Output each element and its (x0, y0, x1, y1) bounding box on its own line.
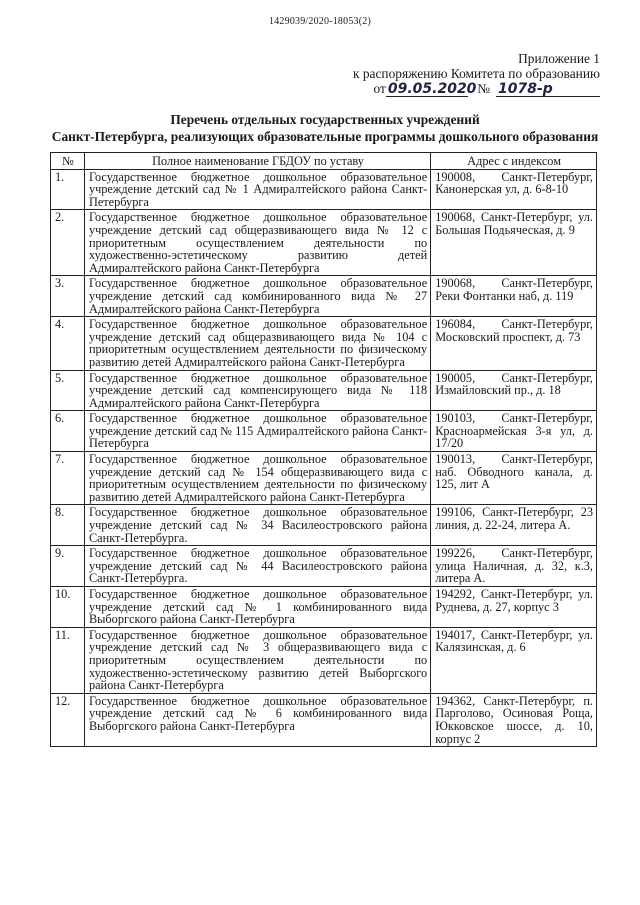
row-number: 2. (51, 210, 85, 276)
appendix-subtitle: к распоряжению Комитета по образованию (353, 66, 600, 81)
column-header-name: Полное наименование ГБДОУ по уставу (84, 153, 430, 170)
institution-name: Государственное бюджетное дошкольное образовательное учреждение детский сад комбинированного вида № 27 Адмиралтейского района Санкт-Петербурга (84, 276, 430, 317)
row-number: 5. (51, 370, 85, 411)
table-row (51, 693, 597, 746)
row-number: 3. (51, 276, 85, 317)
appendix-title: Приложение 1 (518, 51, 600, 66)
table-row (51, 587, 597, 628)
institution-address: 199226, Санкт-Петербург, улица Наличная, д. 32, к.3, литера А. (431, 546, 597, 587)
institutions-table (50, 152, 597, 747)
row-number: 6. (51, 411, 85, 452)
institution-address: 190103, Санкт-Петербург, Красноармейская 3-я ул, д. 17/20 (431, 411, 597, 452)
row-number: 7. (51, 452, 85, 505)
table-row (51, 370, 597, 411)
institution-address: 190005, Санкт-Петербург, Измайловский пр., д. 18 (431, 370, 597, 411)
table-row (51, 546, 597, 587)
row-number: 10. (51, 587, 85, 628)
table-row (51, 276, 597, 317)
institution-address: 194362, Санкт-Петербург, п. Парголово, Осиновая Роща, Юкковское шоссе, д. 10, корпус 2 (431, 693, 597, 746)
institution-address: 199106, Санкт-Петербург, 23 линия, д. 22-24, литера А. (431, 505, 597, 546)
institution-address: 190008, Санкт-Петербург, Канонерская ул, д. 6-8-10 (431, 169, 597, 210)
institution-name: Государственное бюджетное дошкольное образовательное учреждение детский сад № 115 Адмиралтейского района Санкт-Петербурга (84, 411, 430, 452)
document-title (30, 111, 620, 145)
institution-name: Государственное бюджетное дошкольное образовательное учреждение детский сад компенсирующего вида № 118 Адмиралтейского района Санкт-Петербурга (84, 370, 430, 411)
institution-address: 194292, Санкт-Петербург, ул. Руднева, д. 27, корпус 3 (431, 587, 597, 628)
handwritten-order-number: 1078-р (496, 82, 600, 97)
row-number: 1. (51, 169, 85, 210)
table-row (51, 411, 597, 452)
institution-name: Государственное бюджетное дошкольное образовательное учреждение детский сад № 3 общеразвивающего вида с приоритетным осуществлением деятельности по художественно-эстетическому развитию детей Выборгского района Санкт-Петербурга (84, 627, 430, 693)
row-number: 4. (51, 317, 85, 370)
institution-name: Государственное бюджетное дошкольное образовательное учреждение детский сад № 44 Василеостровского района Санкт-Петербурга. (84, 546, 430, 587)
institution-name: Государственное бюджетное дошкольное образовательное учреждение детский сад № 34 Василеостровского района Санкт-Петербурга. (84, 505, 430, 546)
institution-name: Государственное бюджетное дошкольное образовательное учреждение детский сад № 1 комбинированного вида Выборгского района Санкт-Петербурга (84, 587, 430, 628)
row-number: 12. (51, 693, 85, 746)
table-header-row (51, 153, 597, 170)
table-row (51, 317, 597, 370)
institution-name: Государственное бюджетное дошкольное образовательное учреждение детский сад № 1 Адмиралтейского района Санкт-Петербурга (84, 169, 430, 210)
table-row (51, 452, 597, 505)
column-header-number: № (51, 153, 85, 170)
institution-address: 196084, Санкт-Петербург, Московский проспект, д. 73 (431, 317, 597, 370)
appendix-block (300, 51, 600, 97)
document-registration-number: 1429039/2020-18053(2) (269, 16, 371, 27)
from-prefix: от (373, 81, 386, 96)
row-number: 9. (51, 546, 85, 587)
institution-name: Государственное бюджетное дошкольное образовательное учреждение детский сад общеразвивающего вида № 104 с приоритетным осуществлением деятельности по физическому развитию детей Адмиралтейского района Санкт-Петербурга (84, 317, 430, 370)
table-row (51, 169, 597, 210)
institution-address: 190068, Санкт-Петербург, Реки Фонтанки наб, д. 119 (431, 276, 597, 317)
row-number: 8. (51, 505, 85, 546)
table-row (51, 505, 597, 546)
table-row (51, 627, 597, 693)
institution-address: 190068, Санкт-Петербург, ул. Большая Подьяческая, д. 9 (431, 210, 597, 276)
institution-name: Государственное бюджетное дошкольное образовательное учреждение детский сад № 6 комбинированного вида Выборгского района Санкт-Петербурга (84, 693, 430, 746)
document-title-line-2: Санкт-Петербурга, реализующих образовательные программы дошкольного образования (51, 129, 599, 144)
institution-name: Государственное бюджетное дошкольное образовательное учреждение детский сад № 154 общеразвивающего вида с приоритетным осуществлением деятельности по физическому развитию детей Адмиралтейского района Санкт-Петербурга (84, 452, 430, 505)
order-date-number-line (300, 81, 600, 97)
handwritten-date: 09.05.2020 (387, 81, 477, 97)
institution-address: 190013, Санкт-Петербург, наб. Обводного канала, д. 125, лит А (431, 452, 597, 505)
column-header-address: Адрес с индексом (431, 153, 597, 170)
institution-address: 194017, Санкт-Петербург, ул. Калязинская, д. 6 (431, 627, 597, 693)
table-row (51, 210, 597, 276)
row-number: 11. (51, 627, 85, 693)
number-prefix: № (477, 81, 490, 96)
institution-name: Государственное бюджетное дошкольное образовательное учреждение детский сад общеразвивающего вида № 12 с приоритетным осуществлением деятельности по художественно-эстетическому развитию детей Адмиралтейского района Санкт-Петербурга (84, 210, 430, 276)
document-title-line-1: Перечень отдельных государственных учреждений (170, 112, 480, 127)
